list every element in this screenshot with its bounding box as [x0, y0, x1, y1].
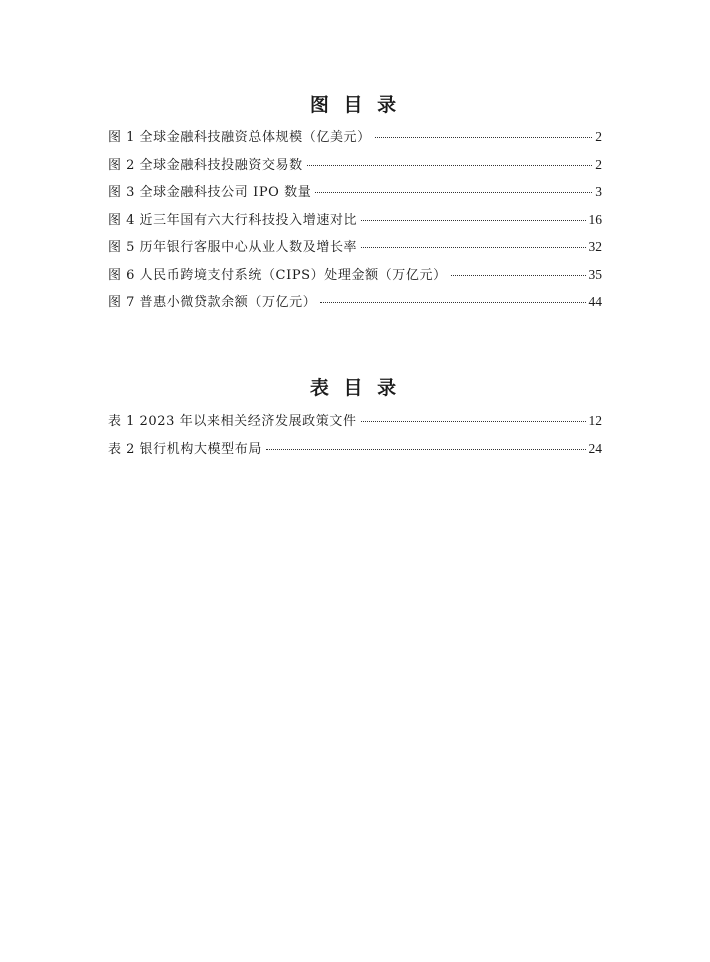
dot-leader [375, 137, 593, 138]
table-entry-number: 表 2 [108, 441, 140, 457]
figure-entry-number: 图 4 [108, 212, 140, 228]
figure-entry[interactable] [108, 210, 602, 238]
figure-entry[interactable] [108, 265, 602, 293]
dot-leader [315, 192, 592, 193]
figure-entry-title: 人民币跨境支付系统（CIPS）处理金额（万亿元） [139, 267, 447, 283]
table-entry-number: 表 1 [108, 414, 140, 429]
figure-entry-title: 历年银行客服中心从业人数及增长率 [139, 240, 358, 255]
figure-index-title: 图 目 录 [309, 94, 401, 116]
table-entry[interactable] [108, 411, 602, 439]
figure-entry-page-number: 35 [588, 266, 602, 282]
figure-entry-title: 全球金融科技融资总体规模（亿美元） [139, 130, 371, 145]
figure-entry-title: 全球金融科技公司 IPO 数量 [139, 185, 312, 200]
figure-entry[interactable] [108, 237, 602, 265]
figure-entry[interactable] [108, 292, 602, 320]
figure-entry-number: 图 3 [108, 185, 140, 200]
figure-entry-page-number: 2 [595, 156, 602, 172]
figure-index-list [108, 127, 602, 320]
figure-entry[interactable] [108, 182, 602, 210]
dot-leader [361, 220, 585, 221]
figure-entry-title: 全球金融科技投融资交易数 [139, 157, 303, 173]
figure-entry-number: 图 6 [108, 267, 140, 283]
figure-entry-number: 图 2 [108, 157, 140, 173]
table-index-title: 表 目 录 [309, 377, 401, 399]
figure-entry-title: 普惠小微贷款余额（万亿元） [139, 295, 317, 310]
figure-entry[interactable] [108, 127, 602, 155]
figure-entry-page-number: 32 [588, 239, 602, 254]
figure-entry-page-number: 3 [595, 184, 602, 199]
figure-entry-page-number: 2 [595, 129, 602, 144]
figure-entry-number: 图 1 [108, 130, 140, 145]
dot-leader [361, 247, 585, 248]
figure-entry-page-number: 44 [588, 294, 602, 309]
dot-leader [320, 302, 585, 303]
dot-leader [361, 421, 586, 422]
dot-leader [451, 275, 586, 276]
figure-entry[interactable] [108, 155, 602, 183]
figure-entry-number: 图 7 [108, 295, 140, 310]
table-entry-page-number: 24 [588, 440, 602, 456]
dot-leader [266, 449, 586, 450]
table-entry-page-number: 12 [588, 413, 602, 428]
table-entry-title: 银行机构大模型布局 [139, 441, 262, 457]
table-entry-title: 2023 年以来相关经济发展政策文件 [139, 414, 357, 429]
table-entry[interactable] [108, 439, 602, 467]
figure-entry-number: 图 5 [108, 240, 140, 255]
dot-leader [307, 165, 593, 166]
figure-entry-title: 近三年国有六大行科技投入增速对比 [139, 212, 358, 228]
figure-entry-page-number: 16 [588, 211, 602, 227]
table-index-list [108, 411, 602, 466]
